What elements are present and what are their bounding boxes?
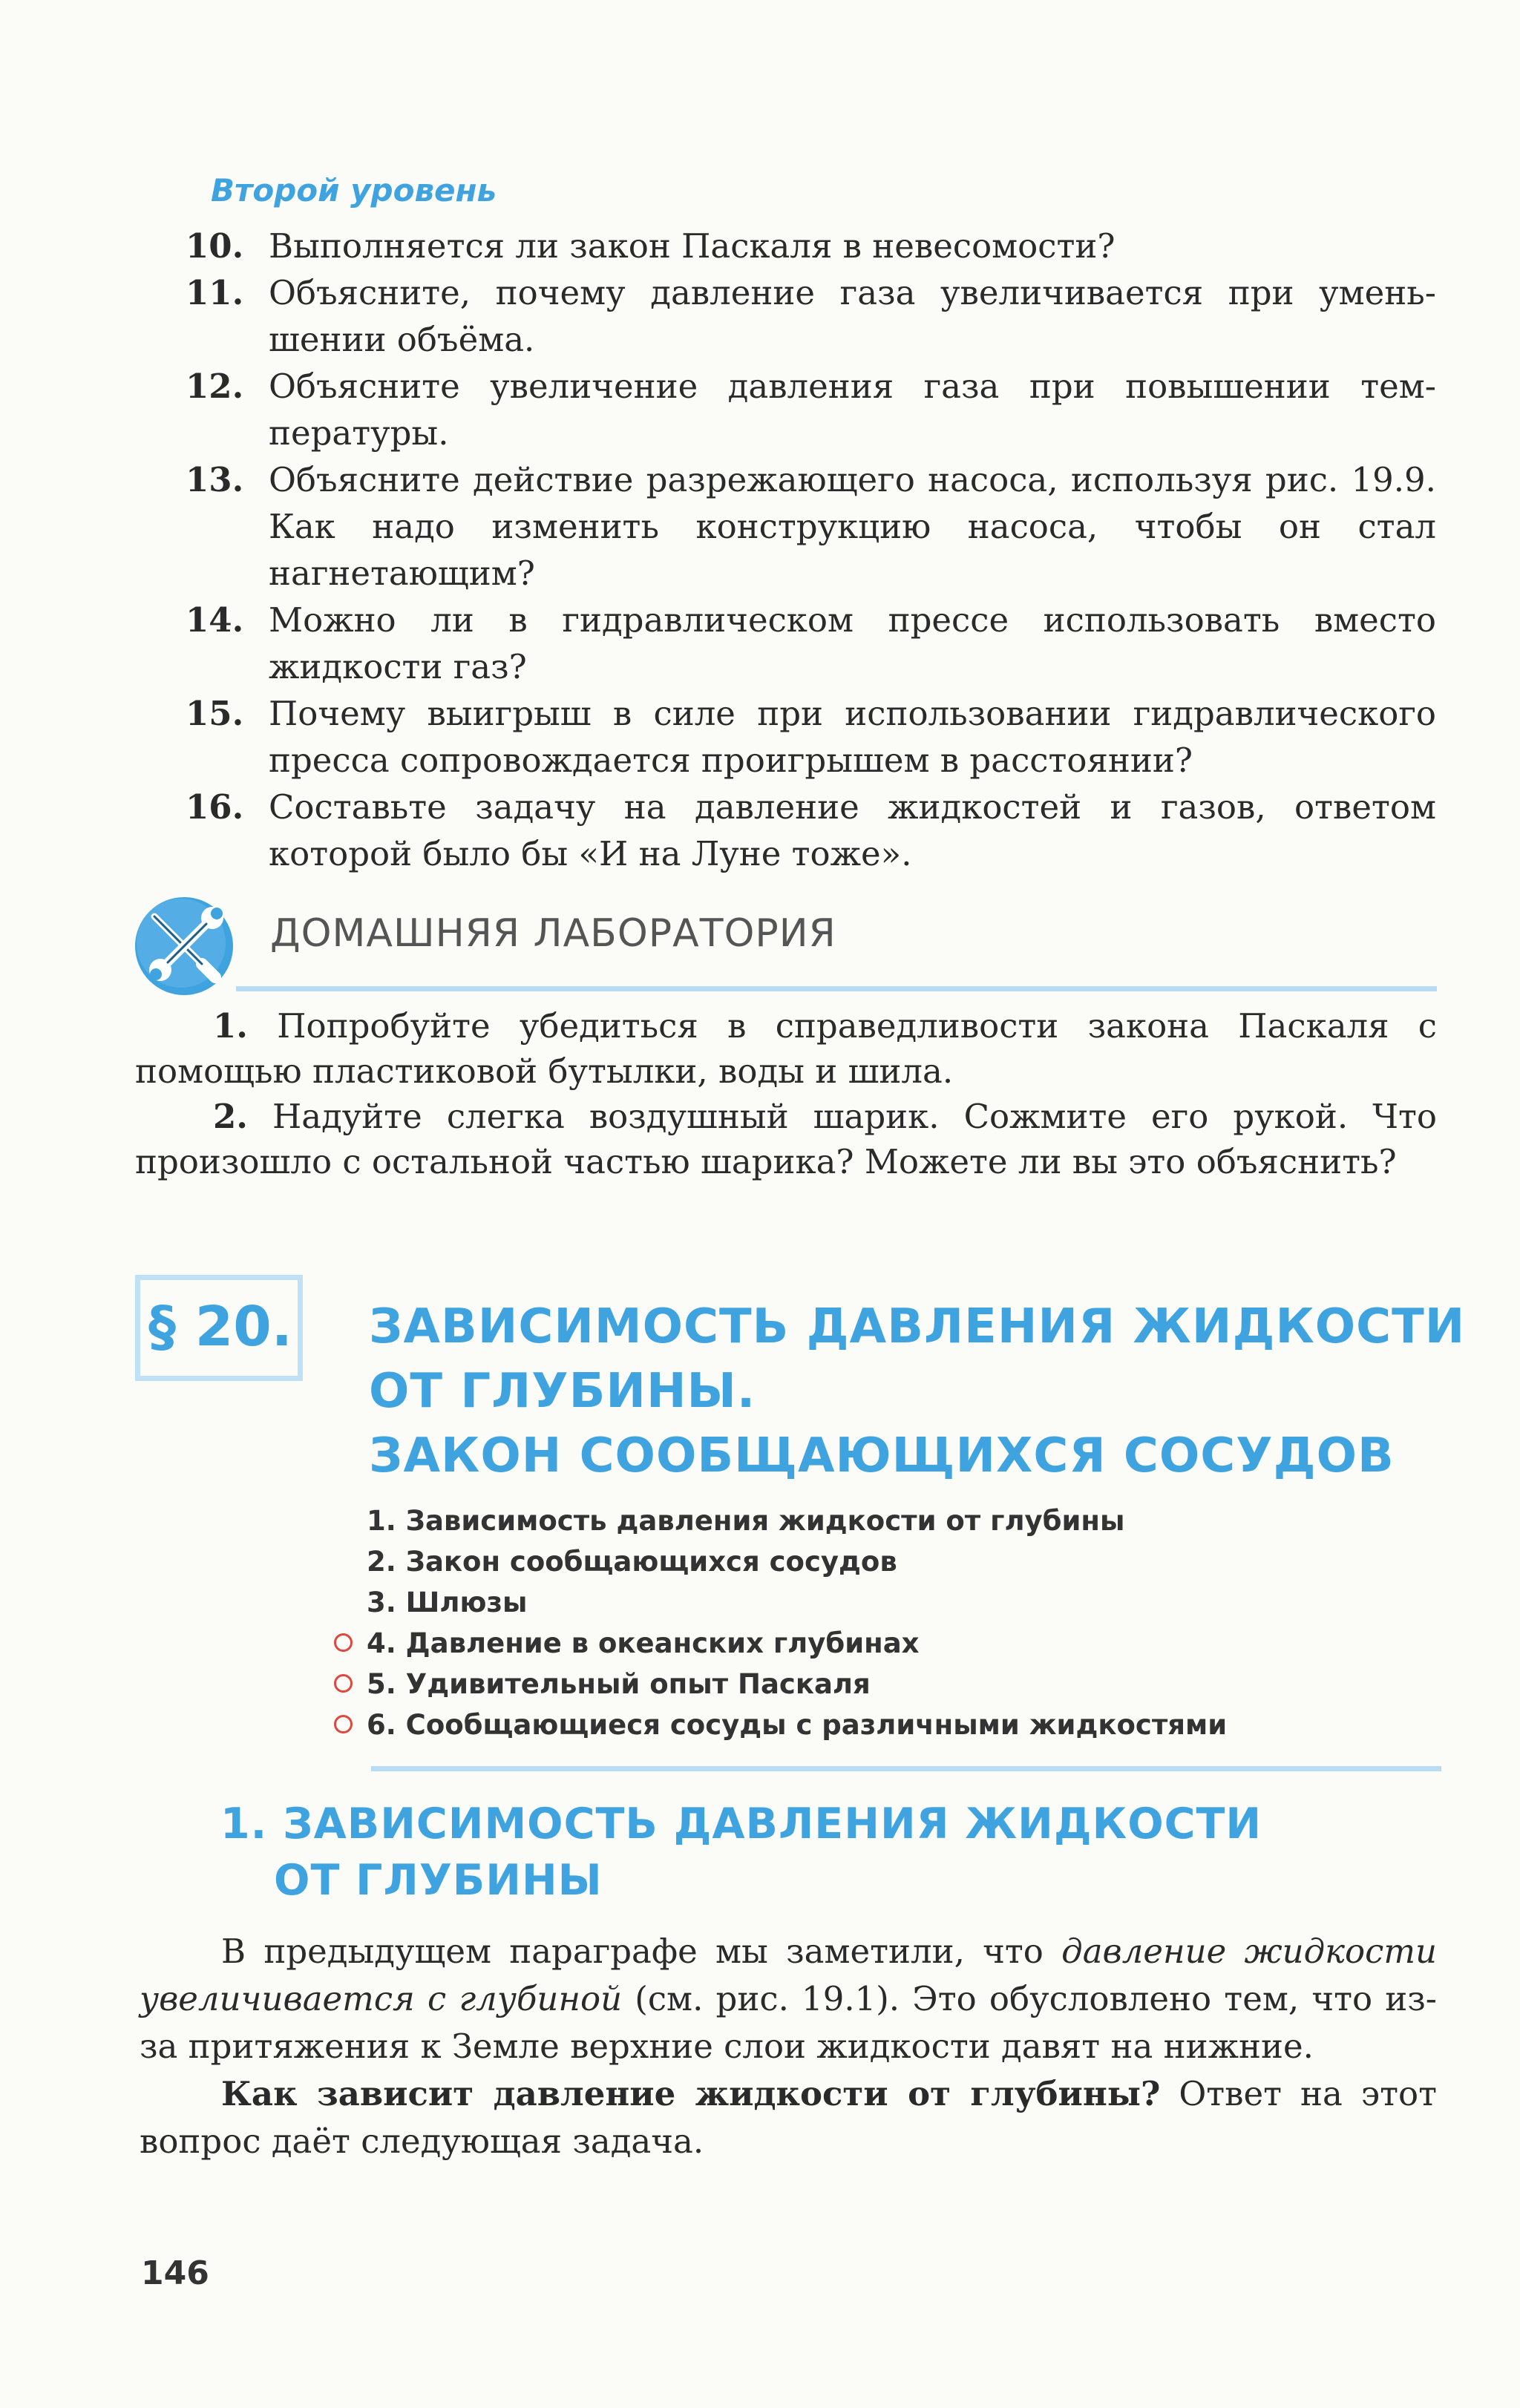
lab-title: ДОМАШНЯЯ ЛАБОРАТОРИЯ xyxy=(270,911,836,956)
page-number: 146 xyxy=(141,2254,209,2292)
question-item xyxy=(186,223,1436,269)
paragraph-text: В предыдущем параграфе мы заметили, что xyxy=(221,1932,1062,1971)
lab-item xyxy=(135,1094,1437,1184)
questions-list xyxy=(186,223,1436,877)
paragraph xyxy=(140,2070,1437,2165)
paragraph-text: Ответ на этот вопрос даёт следующая задача. xyxy=(140,2074,1437,2161)
lab-item xyxy=(135,1003,1437,1094)
toc-item-text: 5. Удивительный опыт Паскаля xyxy=(367,1668,871,1700)
section-title-line: ОТ ГЛУБИНЫ. xyxy=(369,1364,756,1419)
toc-item-text: 6. Сообщающиеся сосуды с различными жидкостями xyxy=(367,1709,1228,1741)
lab-item-number: 2. xyxy=(213,1097,248,1136)
question-item xyxy=(186,597,1436,690)
paragraph-text: (см. рис. 19.1). Это обусловлено тем, что из-за притяжения к Земле верхние слои жидкости давят на нижние. xyxy=(140,1979,1437,2066)
toc-item xyxy=(331,1623,1227,1664)
level-heading: Второй уровень xyxy=(211,172,497,209)
subsection-title xyxy=(220,1796,1262,1909)
question-text: Объясните увеличение давления газа при повышении температуры. xyxy=(269,367,1436,453)
question-text: Объясните действие разрежающего насоса, используя рис. 19.9. Как надо изменить конструкцию насоса, чтобы он стал нагнетающим? xyxy=(269,460,1436,593)
toc-item xyxy=(331,1582,1227,1623)
lab-item-number: 1. xyxy=(213,1006,248,1046)
toc-item xyxy=(331,1500,1227,1541)
advanced-marker-icon xyxy=(334,1674,353,1693)
toc-item-text: 2. Закон сообщающихся сосудов xyxy=(367,1546,897,1578)
lab-items xyxy=(135,1003,1437,1184)
toc-item xyxy=(331,1705,1227,1745)
paragraph xyxy=(140,1928,1437,2070)
question-item xyxy=(186,363,1436,456)
tools-icon xyxy=(132,894,236,998)
paragraph-question: Как зависит давление жидкости от глубины? xyxy=(221,2074,1161,2113)
subsection-title-line: 1. ЗАВИСИМОСТЬ ДАВЛЕНИЯ ЖИДКОСТИ xyxy=(220,1800,1262,1848)
advanced-marker-icon xyxy=(334,1715,353,1733)
question-text: Объясните, почему давление газа увеличивается при уменьшении объёма. xyxy=(269,273,1436,359)
question-item xyxy=(186,456,1436,597)
question-item xyxy=(186,690,1436,784)
section-contents xyxy=(331,1500,1227,1745)
subsection-title-line: ОТ ГЛУБИНЫ xyxy=(274,1856,603,1905)
toc-item-text: 3. Шлюзы xyxy=(367,1587,528,1618)
section-title-line: ЗАВИСИМОСТЬ ДАВЛЕНИЯ ЖИДКОСТИ xyxy=(369,1299,1466,1354)
paragraph-emphasis: давление жидкости увеличивается с глубиной xyxy=(140,1932,1437,2018)
section-number: § 20. xyxy=(148,1295,292,1359)
toc-item xyxy=(331,1664,1227,1705)
contents-divider xyxy=(371,1766,1441,1771)
toc-item xyxy=(331,1541,1227,1582)
body-text xyxy=(140,1928,1437,2165)
question-number: 13. xyxy=(186,460,244,499)
question-number: 16. xyxy=(186,787,244,827)
lab-item-text: Надуйте слегка воздушный шарик. Сожмите его рукой. Что произошло с остальной частью шарика? Можете ли вы это объяснить? xyxy=(135,1097,1437,1181)
question-number: 11. xyxy=(186,273,244,312)
question-item xyxy=(186,784,1436,877)
lab-divider xyxy=(236,986,1437,991)
question-text: Выполняется ли закон Паскаля в невесомости? xyxy=(269,226,1116,266)
question-item xyxy=(186,269,1436,363)
question-number: 10. xyxy=(186,226,244,266)
question-number: 12. xyxy=(186,367,244,406)
toc-item-text: 4. Давление в океанских глубинах xyxy=(367,1627,920,1659)
advanced-marker-icon xyxy=(334,1633,353,1652)
question-text: Можно ли в гидравлическом прессе использовать вместо жидкости газ? xyxy=(269,600,1436,686)
toc-item-text: 1. Зависимость давления жидкости от глубины xyxy=(367,1505,1125,1537)
section-title-line: ЗАКОН СООБЩАЮЩИХСЯ СОСУДОВ xyxy=(369,1428,1395,1483)
question-number: 14. xyxy=(186,600,244,640)
question-text: Составьте задачу на давление жидкостей и газов, ответом которой было бы «И на Луне тоже». xyxy=(269,787,1436,873)
question-text: Почему выигрыш в силе при использовании гидравлического пресса сопровождается проигрышем в расстоянии? xyxy=(269,694,1436,780)
section-title xyxy=(369,1295,1466,1489)
lab-item-text: Попробуйте убедиться в справедливости закона Паскаля с помощью пластиковой бутылки, воды и шила. xyxy=(135,1006,1437,1091)
question-number: 15. xyxy=(186,694,244,733)
